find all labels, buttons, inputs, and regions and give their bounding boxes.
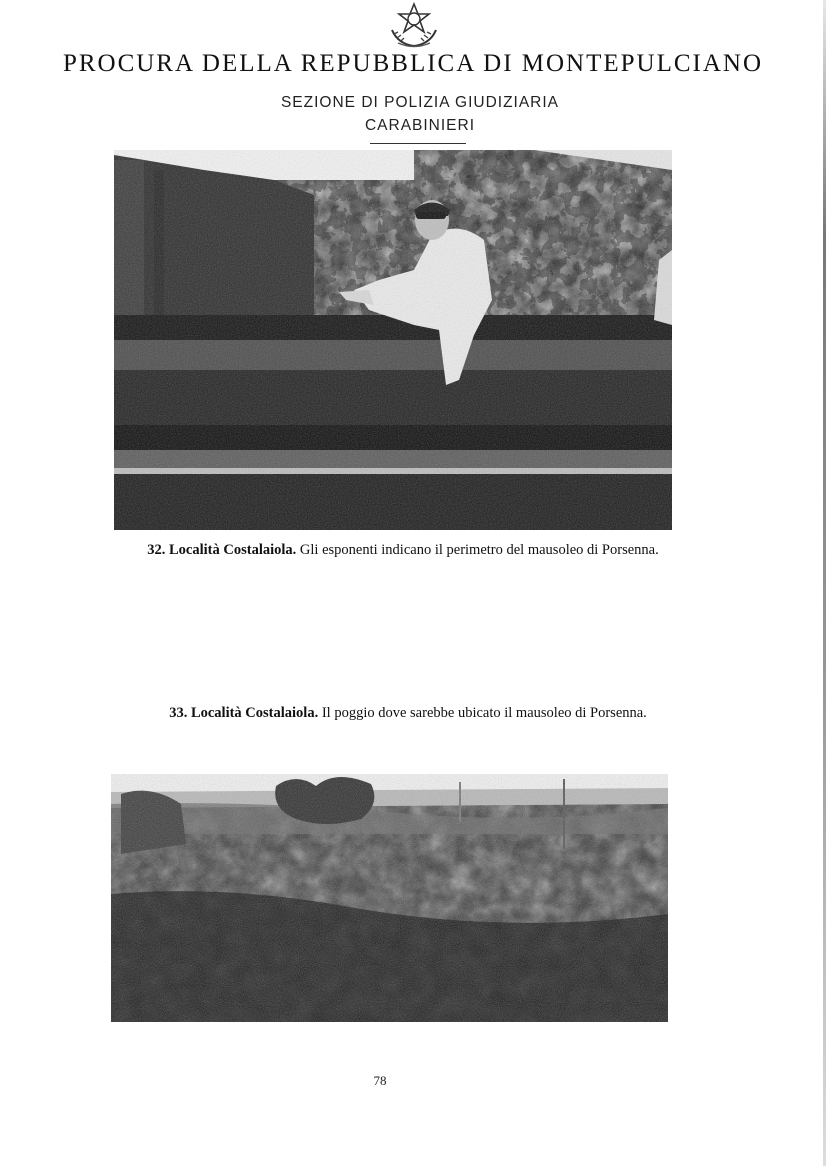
caption-number: 33. <box>169 705 188 721</box>
caption-text: Il poggio dove sarebbe ubicato il mausoleo di Porsenna. <box>321 705 647 721</box>
caption-text: Gli esponenti indicano il perimetro del mausoleo di Porsenna. <box>299 542 659 558</box>
photo-figure-33 <box>111 774 668 1022</box>
page-number: 78 <box>373 1073 387 1088</box>
italian-republic-emblem-icon <box>384 0 444 50</box>
caption-place: Località Costalaiola. <box>190 705 319 721</box>
header-rule <box>370 143 466 144</box>
caption-figure-32 <box>0 542 816 559</box>
caption-figure-33 <box>0 705 821 722</box>
section-subtitle: SEZIONE DI POLIZIA GIUDIZIARIA <box>280 94 560 111</box>
photo-figure-32 <box>114 150 672 530</box>
page-title: PROCURA DELLA REPUBBLICA DI MONTEPULCIANO <box>62 50 764 77</box>
caption-place: Località Costalaiola. <box>169 542 297 558</box>
caption-number: 32. <box>147 542 166 558</box>
unit-subtitle: CARABINIERI <box>364 117 476 134</box>
